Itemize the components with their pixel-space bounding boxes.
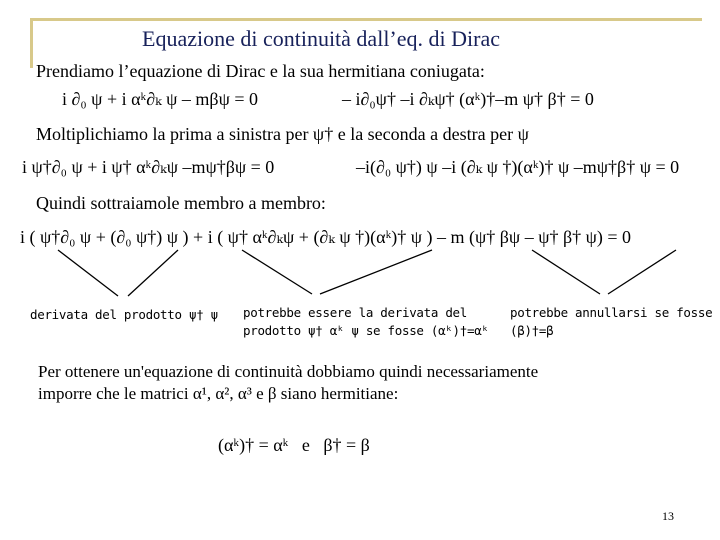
multiply-text: Moltiplichiamo la prima a sinistra per ψ† e la seconda a destra per ψ [36,124,529,144]
arrow-alpha-right [320,250,432,294]
arrow-product-left [58,250,118,296]
dirac-equation: i ∂₀ ψ + i αᵏ∂ₖ ψ – mβψ = 0 [62,89,259,109]
multiplied-equation-1: i ψ†∂₀ ψ + i ψ† αᵏ∂ₖψ –mψ†βψ = 0 [22,157,275,177]
slide-title: Equazione di continuità dall’eq. di Dirac [142,26,500,51]
arrow-beta-left [532,250,600,294]
arrow-product-right [128,250,178,296]
conclusion-line1: Per ottenere un'equazione di continuità dobbiamo quindi necessariamente [38,362,539,381]
arrow-alpha-left [242,250,312,294]
hermiticity-condition: (αᵏ)† = αᵏ e β† = β [218,435,370,455]
annotation-alpha-line1: potrebbe essere la derivata del [243,305,467,320]
arrow-beta-right [608,250,676,294]
conclusion-line2: imporre che le matrici α¹, α², α³ e β siano hermitiane: [38,384,399,403]
slide-number: 13 [662,509,674,523]
dirac-conjugate-equation: – i∂₀ψ† –i ∂ₖψ† (αᵏ)†–m ψ† β† = 0 [342,89,594,109]
annotation-beta-line2: (β)†=β [510,323,554,338]
subtract-text: Quindi sottraiamole membro a membro: [36,193,326,213]
annotation-beta-line1: potrebbe annullarsi se fosse [510,305,713,320]
difference-equation: i ( ψ†∂₀ ψ + (∂₀ ψ†) ψ ) + i ( ψ† αᵏ∂ₖψ + (∂ₖ ψ †)(αᵏ)† ψ ) – m (ψ† βψ – ψ† β† ψ) = 0 [20,227,632,247]
annotation-product-derivative: derivata del prodotto ψ† ψ [30,307,218,322]
intro-text: Prendiamo l’equazione di Dirac e la sua hermitiana coniugata: [36,61,485,81]
multiplied-equation-2: –i(∂₀ ψ†) ψ –i (∂ₖ ψ †)(αᵏ)† ψ –mψ†β† ψ = 0 [356,157,680,177]
annotation-alpha-line2: prodotto ψ† αᵏ ψ se fosse (αᵏ)†=αᵏ [243,323,489,338]
